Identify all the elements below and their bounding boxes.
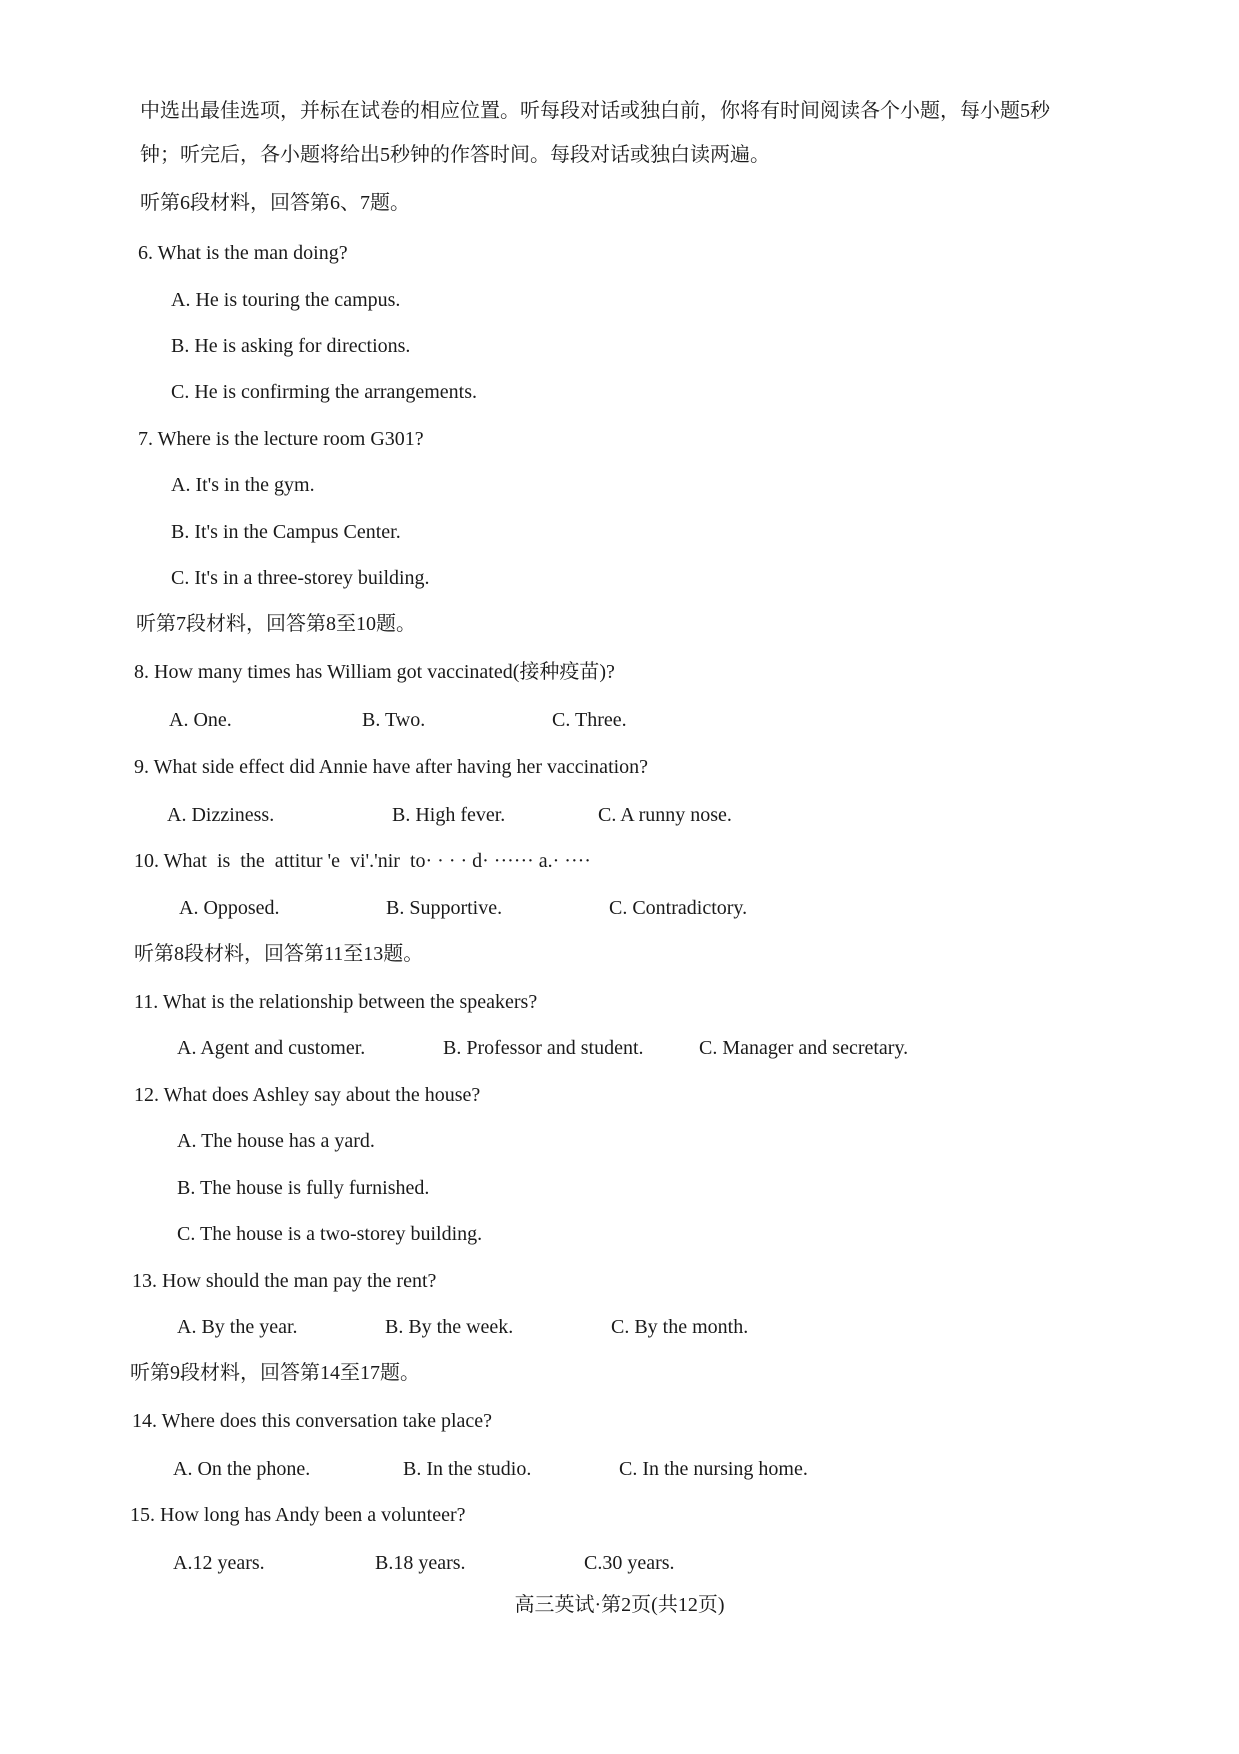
question-6-stem: 6. What is the man doing? <box>138 242 348 264</box>
question-15-stem: 15. How long has Andy been a volunteer? <box>130 1504 466 1526</box>
question-11-option-c: C. Manager and secretary. <box>699 1037 909 1059</box>
question-14-option-c: C. In the nursing home. <box>619 1458 808 1480</box>
question-10-option-b: B. Supportive. <box>386 897 503 919</box>
question-11-stem: 11. What is the relationship between the speakers? <box>134 991 538 1013</box>
question-15-option-c: C.30 years. <box>584 1552 675 1574</box>
question-10-stem: 10. What is the attitur 'e vi'.'nir to· · · · d· ······ a.· ···· <box>134 850 591 872</box>
question-7-option-b: B. It's in the Campus Center. <box>171 521 401 543</box>
question-13-stem: 13. How should the man pay the rent? <box>132 1270 437 1292</box>
question-6-option-a: A. He is touring the campus. <box>171 289 401 311</box>
question-8-stem: 8. How many times has William got vaccinated(接种疫苗)? <box>134 661 615 683</box>
question-9-stem: 9. What side effect did Annie have after having her vaccination? <box>134 756 649 778</box>
intro-line-2: 钟；听完后，各小题将给出5秒钟的作答时间。每段对话或独白读两遍。 <box>140 144 770 166</box>
question-13-option-b: B. By the week. <box>385 1316 514 1338</box>
intro-line-1: 中选出最佳选项，并标在试卷的相应位置。听每段对话或独白前，你将有时间阅读各个小题，每小题5秒 <box>140 100 1050 122</box>
question-12-option-b: B. The house is fully furnished. <box>177 1177 430 1199</box>
question-9-option-b: B. High fever. <box>392 804 506 826</box>
question-11-option-a: A. Agent and customer. <box>177 1037 366 1059</box>
question-7-option-a: A. It's in the gym. <box>171 474 315 496</box>
section-heading-8: 听第8段材料，回答第11至13题。 <box>134 943 424 965</box>
section-heading-6: 听第6段材料，回答第6、7题。 <box>140 192 410 214</box>
question-14-option-a: A. On the phone. <box>173 1458 311 1480</box>
question-7-stem: 7. Where is the lecture room G301? <box>138 428 424 450</box>
question-8-option-c: C. Three. <box>552 709 627 731</box>
question-6-option-b: B. He is asking for directions. <box>171 335 411 357</box>
question-13-option-c: C. By the month. <box>611 1316 749 1338</box>
question-9-option-c: C. A runny nose. <box>598 804 732 826</box>
page-footer: 高三英试·第2页(共12页) <box>514 1594 725 1616</box>
question-15-option-a: A.12 years. <box>173 1552 265 1574</box>
question-13-option-a: A. By the year. <box>177 1316 298 1338</box>
question-6-option-c: C. He is confirming the arrangements. <box>171 381 478 403</box>
section-heading-9: 听第9段材料，回答第14至17题。 <box>130 1362 420 1384</box>
section-heading-7: 听第7段材料，回答第8至10题。 <box>136 613 416 635</box>
question-8-option-b: B. Two. <box>362 709 426 731</box>
question-12-option-a: A. The house has a yard. <box>177 1130 375 1152</box>
question-14-stem: 14. Where does this conversation take place? <box>132 1410 493 1432</box>
question-14-option-b: B. In the studio. <box>403 1458 532 1480</box>
question-7-option-c: C. It's in a three-storey building. <box>171 567 430 589</box>
question-9-option-a: A. Dizziness. <box>167 804 275 826</box>
question-12-stem: 12. What does Ashley say about the house? <box>134 1084 481 1106</box>
question-10-option-c: C. Contradictory. <box>609 897 748 919</box>
question-15-option-b: B.18 years. <box>375 1552 466 1574</box>
question-12-option-c: C. The house is a two-storey building. <box>177 1223 483 1245</box>
question-11-option-b: B. Professor and student. <box>443 1037 644 1059</box>
question-10-option-a: A. Opposed. <box>179 897 280 919</box>
question-8-option-a: A. One. <box>169 709 232 731</box>
